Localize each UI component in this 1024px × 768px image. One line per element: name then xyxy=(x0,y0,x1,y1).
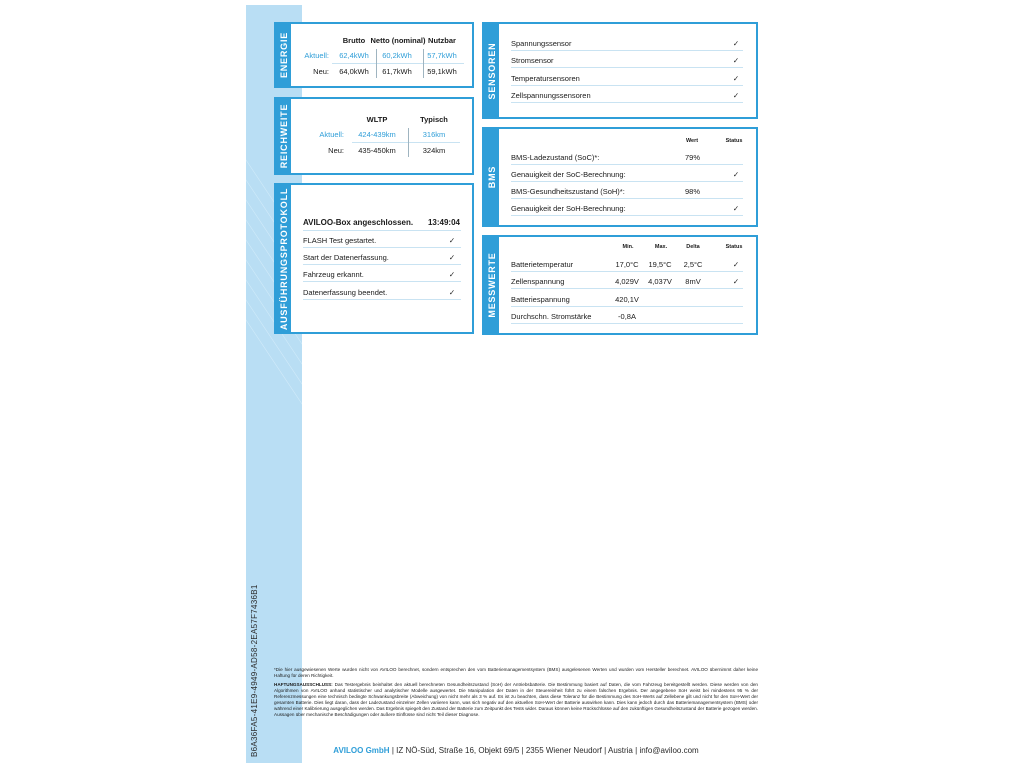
protokoll-item: Fahrzeug erkannt. xyxy=(303,270,364,279)
footer-country: Austria xyxy=(607,746,633,755)
check-icon: ✓ xyxy=(732,260,740,269)
messwerte-row-label: Zellenspannung xyxy=(511,277,565,286)
reichweite-value: 424-439km xyxy=(358,130,396,139)
divider xyxy=(332,63,464,64)
messwerte-title: MESSWERTE xyxy=(486,252,497,318)
footer-separator: | xyxy=(391,746,394,755)
messwerte-header-max: Max. xyxy=(654,244,668,250)
divider xyxy=(303,247,461,248)
divider xyxy=(511,50,743,51)
sensoren-title: SENSOREN xyxy=(486,42,497,99)
check-icon: ✓ xyxy=(732,74,740,83)
sensor-item: Stromsensor xyxy=(511,56,554,65)
messwerte-row-label: Batterietemperatur xyxy=(511,260,574,269)
check-icon: ✓ xyxy=(732,56,740,65)
footer-separator: | xyxy=(521,746,524,755)
footer-email-link[interactable]: info@aviloo.com xyxy=(639,746,699,755)
energie-title: ENERGIE xyxy=(278,31,289,79)
protokoll-header-time: 13:49:04 xyxy=(427,218,460,227)
check-icon: ✓ xyxy=(732,277,740,286)
reichweite-value: 324km xyxy=(422,146,446,155)
document-id: B6A36FA5-41E9-4949-AD58-2EA57F7436B1 xyxy=(250,584,259,757)
bms-row-label: Genauigkeit der SoH-Berechnung: xyxy=(511,204,626,213)
divider xyxy=(303,230,461,231)
messwerte-delta: 8mV xyxy=(685,277,701,286)
sensoren-tab xyxy=(484,24,499,117)
protokoll-item: Start der Datenerfassung. xyxy=(303,253,389,262)
check-icon: ✓ xyxy=(448,288,456,297)
liability-text: Das Testergebnis beinhaltet den aktuell berechneten Gesundheitszustand (SoH) der Antriebsbatterie. Die Bestimmung basiert auf Daten, die vom Fahrzeug bereitgestellt werden. Diese werden von den Algorithmen von AVILOO anhand statistischer und analytischer Modelle ausgewertet. Die Manipulation der Daten in der Steuereinheit führt zu einem falschen Ergebnis. Der angegebene SoH weist bei mindestens 95 % der Referenzmessungen eine technisch bedingte Schwankungsbreite (Abweichung) von nicht mehr als 3 % auf. Es ist zu beachten, dass diese Toleranz für die Bestimmung des SoH-Werts auf Zellebene gilt und nicht für den SoH-Wert der gesamten Batterie. Dies liegt daran, dass der Ladezustand einzelner Zellen variieren kann, was sich negativ auf den aktuellen SoH-Wert der Batterie auswirken kann. Dies kann jedoch durch das Batteriemanagementsystem (BMS) oder während einer Kalibrierung ausgeglichen werden. Das Ergebnis spiegelt den Zustand der Batterie zum Zeitpunkt des Tests wider. Daraus können keine Rückschlüsse auf den zukünftigen Gesundheitszustand der Batterie gezogen werden. Aussagen über mechanische Beschädigungen oder äußere Einflüsse sind nicht Teil dieser Diagnose. xyxy=(274,682,758,717)
messwerte-tab xyxy=(484,237,499,333)
reichweite-label-aktuell: Aktuell: xyxy=(319,130,344,139)
divider xyxy=(303,264,461,265)
reichweite-title: REICHWEITE xyxy=(278,103,289,169)
column-divider xyxy=(376,49,377,78)
energie-value: 57,7kWh xyxy=(427,51,457,60)
bms-tab xyxy=(484,129,499,225)
check-icon: ✓ xyxy=(732,170,740,179)
messwerte-min: 4,029V xyxy=(615,277,639,286)
reichweite-panel xyxy=(274,97,474,175)
energie-value: 64,0kWh xyxy=(339,67,369,76)
energie-value: 60,2kWh xyxy=(382,51,412,60)
check-icon: ✓ xyxy=(448,236,456,245)
sensoren-panel xyxy=(482,22,758,119)
protokoll-panel xyxy=(274,183,474,334)
disclaimer-note: *Die hier ausgewiesenen Werte wurden nicht von AVILOO berechnet, sondern entsprechen den vom Batteriemanagementsystem (BMS) ausgelesenen Werten und wurden vom Hersteller berechnet. AVILOO übernimmt daher keine Haftung für deren Richtigkeit. xyxy=(274,667,758,678)
messwerte-min: 17,0°C xyxy=(615,260,639,269)
divider xyxy=(511,306,743,307)
divider xyxy=(303,281,461,282)
reichweite-header-typisch: Typisch xyxy=(420,115,448,124)
energie-tab xyxy=(276,24,291,86)
energie-label-neu: Neu: xyxy=(313,67,329,76)
messwerte-header-min: Min. xyxy=(622,244,634,250)
footer-company: AVILOO GmbH xyxy=(333,746,390,755)
reichweite-value: 316km xyxy=(422,130,446,139)
messwerte-row-label: Durchschn. Stromstärke xyxy=(511,312,592,321)
column-divider xyxy=(423,49,424,78)
divider xyxy=(511,198,743,199)
sensor-item: Temperatursensoren xyxy=(511,74,580,83)
energie-header-nutzbar: Nutzbar xyxy=(428,36,456,45)
energie-header-netto: Netto (nominal) xyxy=(370,36,426,45)
check-icon: ✓ xyxy=(448,270,456,279)
protokoll-title: AUSFÜHRUNGSPROTOKOLL xyxy=(278,187,289,330)
divider xyxy=(511,181,743,182)
bms-row-label: BMS-Gesundheitszustand (SoH)*: xyxy=(511,187,625,196)
divider xyxy=(511,271,743,272)
sensor-item: Spannungssensor xyxy=(511,39,572,48)
protokoll-item: Datenerfassung beendet. xyxy=(303,288,388,297)
check-icon: ✓ xyxy=(732,39,740,48)
messwerte-min: -0,8A xyxy=(618,312,636,321)
bms-panel xyxy=(482,127,758,227)
check-icon: ✓ xyxy=(732,91,740,100)
divider xyxy=(511,102,743,103)
messwerte-header-delta: Delta xyxy=(686,244,700,250)
protokoll-tab xyxy=(276,185,291,332)
reichweite-value: 435-450km xyxy=(358,146,396,155)
reichweite-tab xyxy=(276,99,291,173)
messwerte-min: 420,1V xyxy=(615,295,639,304)
footer-separator: | xyxy=(635,746,638,755)
divider xyxy=(303,299,461,300)
bms-header-wert: Wert xyxy=(685,138,699,144)
bms-row-value: 98% xyxy=(685,187,701,196)
messwerte-max: 19,5°C xyxy=(648,260,672,269)
bms-title: BMS xyxy=(486,165,497,189)
disclaimer-liability xyxy=(274,682,758,718)
footer xyxy=(274,746,758,755)
divider xyxy=(511,67,743,68)
disclaimer xyxy=(274,667,758,721)
energie-value: 62,4kWh xyxy=(339,51,369,60)
reichweite-header-wltp: WLTP xyxy=(366,115,388,124)
protokoll-item: FLASH Test gestartet. xyxy=(303,236,377,245)
energie-value: 61,7kWh xyxy=(382,67,412,76)
divider xyxy=(511,288,743,289)
check-icon: ✓ xyxy=(732,204,740,213)
reichweite-label-neu: Neu: xyxy=(328,146,344,155)
messwerte-panel xyxy=(482,235,758,335)
footer-address: IZ NÖ-Süd, Straße 16, Objekt 69/5 xyxy=(396,746,520,755)
footer-city: 2355 Wiener Neudorf xyxy=(525,746,602,755)
divider xyxy=(511,323,743,324)
bms-header-status: Status xyxy=(725,138,743,144)
footer-separator: | xyxy=(604,746,607,755)
messwerte-header-status: Status xyxy=(725,244,743,250)
divider xyxy=(511,85,743,86)
check-icon: ✓ xyxy=(448,253,456,262)
bms-row-label: Genauigkeit der SoC-Berechnung: xyxy=(511,170,626,179)
divider xyxy=(511,215,743,216)
bms-row-label: BMS-Ladezustand (SoC)*: xyxy=(511,153,600,162)
column-divider xyxy=(408,128,409,157)
energie-value: 59,1kWh xyxy=(427,67,457,76)
energie-label-aktuell: Aktuell: xyxy=(304,51,329,60)
energie-panel xyxy=(274,22,474,88)
messwerte-row-label: Batteriespannung xyxy=(511,295,570,304)
messwerte-delta: 2,5°C xyxy=(683,260,703,269)
messwerte-max: 4,037V xyxy=(648,277,672,286)
protokoll-header-text: AVILOO-Box angeschlossen. xyxy=(303,218,414,227)
bms-row-value: 79% xyxy=(685,153,701,162)
liability-title: HAFTUNGSAUSSCHLUSS: xyxy=(274,682,333,687)
divider xyxy=(511,164,743,165)
sensor-item: Zellspannungssensoren xyxy=(511,91,591,100)
divider xyxy=(352,142,460,143)
energie-header-brutto: Brutto xyxy=(342,36,366,45)
